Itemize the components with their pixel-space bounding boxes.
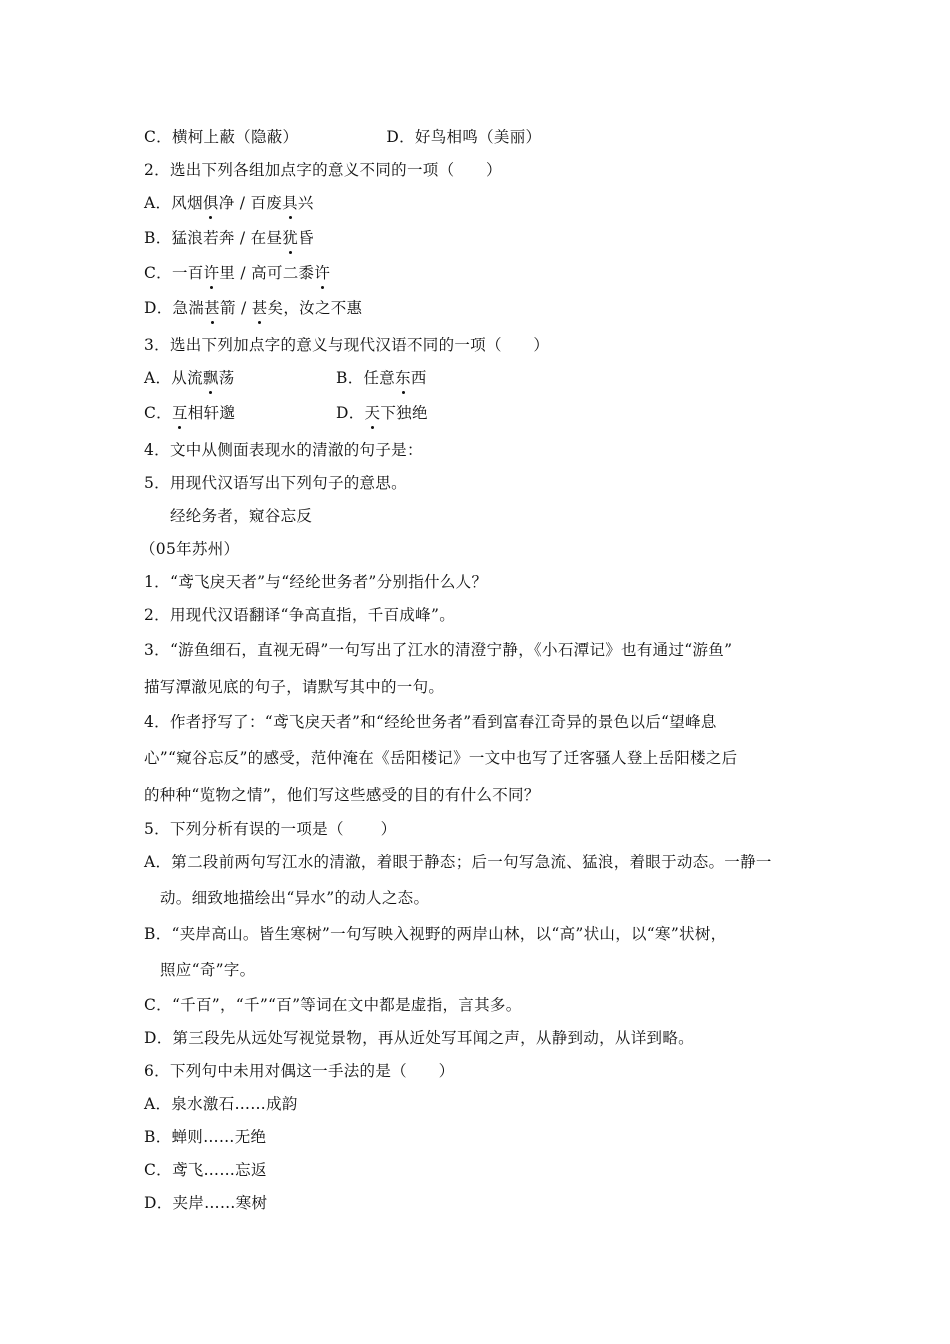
option-b: B．“夹岸高山。皆生寒树”一句写映入视野的两岸山林，以“高”状山，以“寒”状树， [144, 925, 727, 943]
option-d: D．急湍甚箭 / 甚矣，汝之不惠 [144, 299, 363, 317]
dotted-char: 天 [364, 404, 381, 422]
option-b: B．猛浪若奔 / 在昼犹昏 [144, 229, 314, 247]
option-a-cont: 动。细致地描绘出“异水”的动人之态。 [160, 889, 430, 907]
question-4-cont: 心”“窥谷忘反”的感受，范仲淹在《岳阳楼记》一文中也写了迁客骚人登上岳阳楼之后 [144, 749, 738, 767]
option-d: D．夹岸……寒树 [144, 1194, 268, 1212]
question-1: 1．“鸢飞戾天者”与“经纶世务者”分别指什么人？ [144, 573, 488, 591]
question-6: 6．下列句中未用对偶这一手法的是（ ） [144, 1062, 455, 1080]
option-a: A．第二段前两句写江水的清澈，着眼于静态；后一句写急流、猛浪，着眼于动态。一静一 [144, 853, 772, 871]
option-a: A．泉水激石……成韵 [144, 1095, 298, 1113]
question-2: 2．用现代汉语翻译“争高直指，千百成峰”。 [144, 606, 456, 624]
dotted-char: 互 [171, 404, 188, 422]
question-5: 5．下列分析有误的一项是（ ） [144, 820, 397, 838]
question-3: 3．选出下列加点字的意义与现代汉语不同的一项（ ） [144, 336, 550, 354]
dotted-char: 甚 [204, 299, 220, 317]
question-4-cont: 的种种“览物之情”，他们写这些感受的目的有什么不同？ [144, 786, 540, 804]
option-c: C．互相轩邈 [144, 404, 236, 422]
quoted-sentence: 经纶务者，窥谷忘反 [170, 507, 313, 525]
option-b: B．任意东西 [336, 369, 427, 387]
dotted-char: 许 [314, 264, 331, 282]
option-c: C．鸢飞……忘返 [144, 1161, 267, 1179]
dotted-char: 具 [282, 194, 298, 212]
option-d: D．第三段先从远处写视觉景物，再从近处写耳闻之声，从静到动，从详到略。 [144, 1029, 694, 1047]
section-source: （05年苏州） [140, 540, 240, 558]
question-4: 4．文中从侧面表现水的清澈的句子是： [144, 441, 423, 459]
question-3-cont: 描写潭澈见底的句子，请默写其中的一句。 [144, 678, 445, 696]
question-5: 5．用现代汉语写出下列句子的意思。 [144, 474, 407, 492]
option-b: B．蝉则……无绝 [144, 1128, 267, 1146]
dotted-char: 东 [395, 369, 411, 387]
option-b-cont: 照应“奇”字。 [160, 961, 256, 979]
option-a: A．风烟俱净 / 百废具兴 [144, 194, 314, 212]
dotted-char: 犹 [282, 229, 299, 247]
option-c: C．“千百”，“千”“百”等词在文中都是虚指，言其多。 [144, 996, 522, 1014]
question-2: 2．选出下列各组加点字的意义不同的一项（ ） [144, 161, 502, 179]
option-a: A．从流飘荡 [144, 369, 235, 387]
option-row-c-d [144, 127, 541, 147]
question-3: 3．“游鱼细石，直视无碍”一句写出了江水的清澄宁静，《小石潭记》也有通过“游鱼” [144, 641, 733, 659]
option-row-c-d [144, 403, 428, 423]
option-d: D．好鸟相鸣（美丽） [386, 128, 542, 146]
option-row-a-b [144, 368, 427, 388]
dotted-char: 甚 [251, 299, 268, 317]
option-c: C．一百许里 / 高可二黍许 [144, 264, 331, 282]
option-c: C．横柯上蔽（隐蔽） [144, 128, 299, 146]
question-4: 4．作者抒写了：“鸢飞戾天者”和“经纶世务者”看到富春江奇异的景色以后“望峰息 [144, 713, 717, 731]
option-d: D．天下独绝 [336, 404, 428, 422]
dotted-char: 飘 [202, 369, 219, 387]
dotted-char: 许 [203, 264, 220, 282]
dotted-char: 俱 [202, 194, 219, 212]
